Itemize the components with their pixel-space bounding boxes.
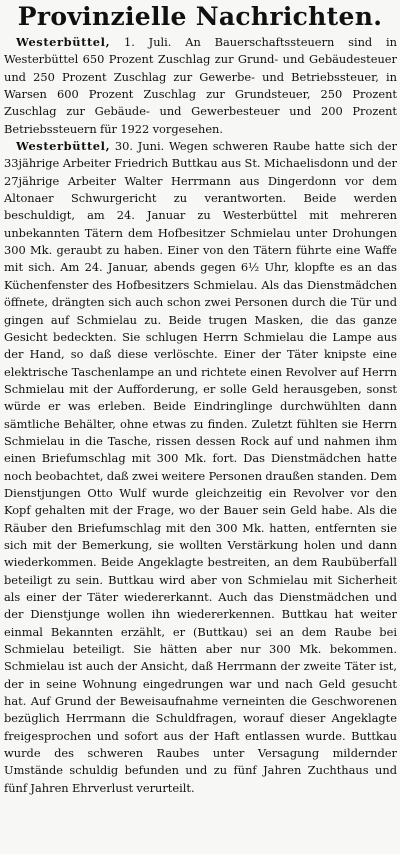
article-body: An Bauerschaftssteuern sind in Westerbüttel 650 Prozent Zuschlag zur Grund- und Gebäudesteuer und 250 Prozent Zuschlag zur Gewerbe- und Betriebssteuer, in Warsen 600 Prozent Zuschlag zur Grundsteuer, 250 Prozent Zuschlag zur Gebäude- und Gewerbesteuer und 200 Prozent Betriebssteuern für 1922 vorgesehen. [4,35,397,136]
article-date: 30. Juni. [110,139,165,154]
article-westerbuettel-robbery [4,138,397,797]
article-body: Wegen schweren Raube hatte sich der 33jährige Arbeiter Friedrich Buttkau aus St. Michaelisdonn und der 27jährige Arbeiter Walter Herrmann aus Dingerdonn vor dem Altonaer Schwurgericht zu verantworten. Beide werden beschuldigt, am 24. Januar zu Westerbüttel mit mehreren unbekannten Tätern dem Hofbesitzer Schmielau unter Drohungen 300 Mk. geraubt zu haben. Einer von den Tätern führte eine Waffe mit sich. Am 24. Januar, abends gegen 6½ Uhr, klopfte es an das Küchenfenster des Hofbesitzers Schmielau. Als das Dienstmädchen öffnete, drängten sich auch schon zwei Personen durch die Tür und gingen auf Schmielau zu. Beide trugen Masken, die das ganze Gesicht bedeckten. Sie schlugen Herrn Schmielau die Lampe aus der Hand, so daß diese verlöschte. Einer der Täter knipste eine elektrische Taschenlampe an und richtete einen Revolver auf Herrn Schmielau mit der Aufforderung, er solle Geld herausgeben, sonst würde er was erleben. Beide Eindringlinge durchwühlten dann sämtliche Behälter, ohne etwas zu finden. Zuletzt fühlten sie Herrn Schmielau in die Tasche, rissen dessen Rock auf und nahmen ihm einen Briefumschlag mit 300 Mk. fort. Das Dienstmädchen hatte noch beobachtet, daß zwei weitere Personen draußen standen. Dem Dienstjungen Otto Wulf wurde gleichzeitig ein Revolver vor den Kopf gehalten mit der Frage, wo der Bauer sein Geld habe. Als die Räuber den Briefumschlag mit den 300 Mk. hatten, entfernten sie sich mit der Bemerkung, sie wollten Verstärkung holen und dann wiederkommen. Beide Angeklagte bestreiten, an dem Raubüberfall beteiligt zu sein. Buttkau wird aber von Schmielau mit Sicherheit als einer der Täter wiedererkannt. Auch das Dienstmädchen und der Dienstjunge wollen ihn wiedererkennen. Buttkau hat weiter einmal Bekannten erzählt, er (Buttkau) sei an dem Raube bei Schmielau beteiligt. Sie hätten aber nur 300 Mk. bekommen. Schmielau ist auch der Ansicht, daß Herrmann der zweite Täter ist, der in seine Wohnung eingedrungen war und nach Geld gesucht hat. Auf Grund der Beweisaufnahme verneinten die Geschworenen bezüglich Herrmann die Schuldfragen, worauf dieser Angeklagte freigesprochen und sofort aus der Haft entlassen wurde. Buttkau wurde des schweren Raubes unter Versagung mildernder Umstände schuldig befunden und zu fünf Jahren Zuchthaus und fünf Jahren Ehrverlust verurteilt. [4,139,397,795]
article-column [0,34,400,797]
article-westerbuettel-taxes [4,34,397,138]
article-dateline: Westerbüttel, [16,35,111,49]
article-dateline: Westerbüttel, [16,139,111,154]
article-date: 1. Juli. [110,35,172,49]
headline: Provinzielle Nachrichten. [17,2,383,31]
